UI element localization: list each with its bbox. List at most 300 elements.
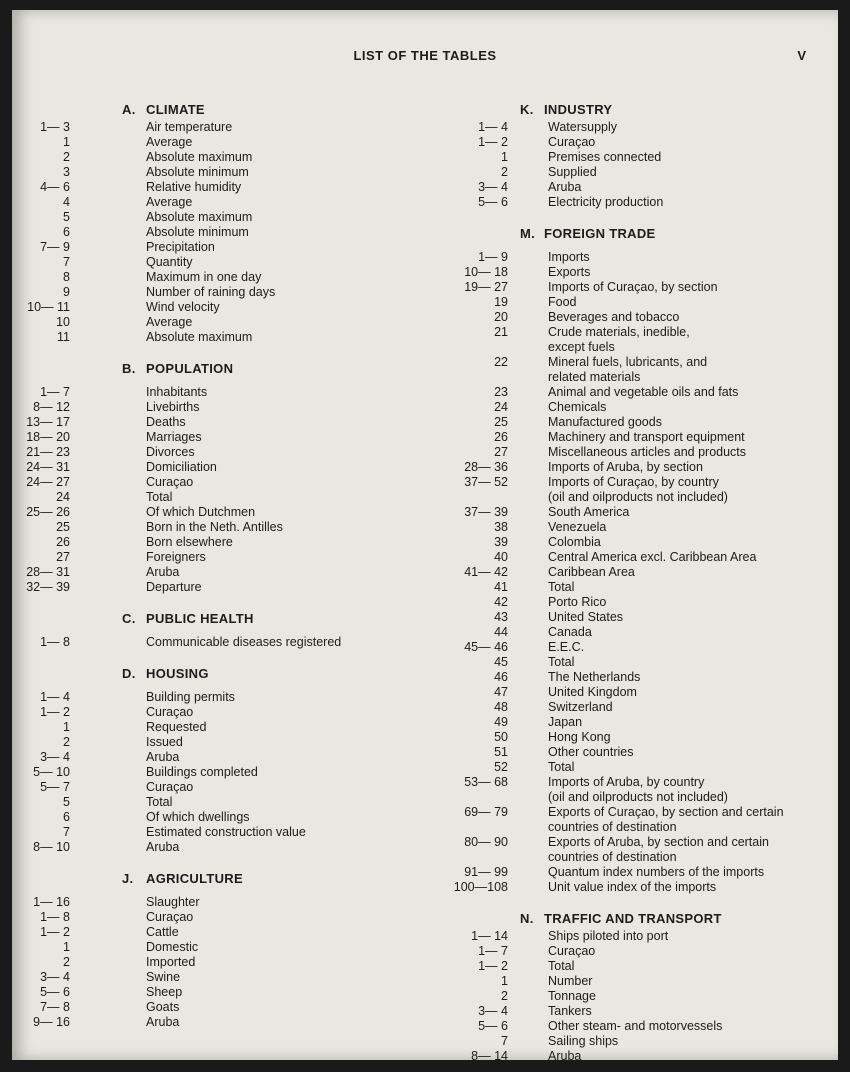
table-label: Absolute minimum <box>146 225 249 239</box>
table-number: 25— 26 <box>26 505 70 519</box>
table-number: 1— 9 <box>478 250 508 264</box>
table-number: 28— 36 <box>464 460 508 474</box>
section-heading <box>22 100 422 120</box>
table-list-item <box>422 565 838 580</box>
table-list-item <box>422 370 838 385</box>
table-label: Aruba <box>548 1049 582 1063</box>
table-number: 1— 8 <box>40 910 70 924</box>
table-number: 38 <box>494 520 508 534</box>
table-list-item <box>422 760 838 775</box>
table-label: (oil and oilproducts not included) <box>548 790 728 804</box>
table-label: Of which Dutchmen <box>146 505 256 519</box>
section-letter: B. <box>122 361 136 376</box>
table-number: 20 <box>494 310 508 324</box>
table-label: Total <box>146 795 173 809</box>
table-label: Slaughter <box>146 895 200 909</box>
table-number: 37— 39 <box>464 505 508 519</box>
table-list-item <box>22 490 422 505</box>
table-number: 39 <box>494 535 508 549</box>
table-number: 26 <box>494 430 508 444</box>
table-number: 1— 3 <box>40 120 70 134</box>
section-heading <box>422 224 838 244</box>
table-label: Estimated construction value <box>146 825 306 839</box>
table-number: 1 <box>63 135 70 149</box>
table-label: Curaçao <box>146 780 194 794</box>
section-foreign-trade <box>422 224 838 903</box>
section-title: HOUSING <box>146 666 209 681</box>
table-number: 2 <box>63 955 70 969</box>
table-list-item <box>22 135 422 150</box>
table-number: 48 <box>494 700 508 714</box>
table-label: Miscellaneous articles and products <box>548 445 747 459</box>
table-number: 3— 4 <box>478 1004 508 1018</box>
table-label: Deaths <box>146 415 186 429</box>
table-label: Hong Kong <box>548 730 611 744</box>
table-number: 40 <box>494 550 508 564</box>
table-list-item <box>422 1034 838 1049</box>
table-label: Canada <box>548 625 592 639</box>
table-list-item <box>422 415 838 430</box>
table-label: South America <box>548 505 630 519</box>
table-label: Other countries <box>548 745 634 759</box>
table-label: Imports of Curaçao, by country <box>548 475 719 489</box>
table-list-item <box>22 635 422 650</box>
section-heading <box>22 609 422 629</box>
table-list-item <box>22 225 422 240</box>
table-list-item <box>422 610 838 625</box>
table-number: 5— 6 <box>478 1019 508 1033</box>
table-number: 9 <box>63 285 70 299</box>
table-list-item <box>422 715 838 730</box>
table-label: Requested <box>146 720 207 734</box>
table-list-item <box>22 970 422 985</box>
table-list-item <box>422 850 838 865</box>
table-list-item <box>422 400 838 415</box>
table-number: 3— 4 <box>478 180 508 194</box>
section-title: CLIMATE <box>146 102 205 117</box>
table-list-item <box>22 315 422 330</box>
table-label: Swine <box>146 970 181 984</box>
table-list-item <box>22 300 422 315</box>
table-number: 21— 23 <box>26 445 70 459</box>
table-number: 51 <box>494 745 508 759</box>
table-label: Beverages and tobacco <box>548 310 680 324</box>
section-letter: K. <box>520 102 534 117</box>
table-label: United Kingdom <box>548 685 637 699</box>
section-climate <box>22 100 422 353</box>
table-list-item <box>22 690 422 705</box>
table-list-item <box>422 430 838 445</box>
table-number: 41— 42 <box>464 565 508 579</box>
section-agriculture <box>22 869 422 1038</box>
table-number: 25 <box>494 415 508 429</box>
table-list-item <box>422 805 838 820</box>
table-number: 7— 9 <box>40 240 70 254</box>
table-list-item <box>422 959 838 974</box>
section-letter: M. <box>520 226 536 241</box>
table-label: Tonnage <box>548 989 596 1003</box>
table-label: Absolute maximum <box>146 330 253 344</box>
table-number <box>422 790 508 805</box>
table-number: 1— 4 <box>40 690 70 704</box>
table-number: 10 <box>56 315 70 329</box>
table-list-item <box>22 210 422 225</box>
table-number: 52 <box>494 760 508 774</box>
table-list-item <box>422 550 838 565</box>
table-label: Switzerland <box>548 700 613 714</box>
table-label: Exports of Curaçao, by section and certain <box>548 805 784 819</box>
table-number: 5— 6 <box>478 195 508 209</box>
table-number: 37— 52 <box>464 475 508 489</box>
table-number: 7 <box>63 825 70 839</box>
table-number: 100—108 <box>453 880 508 894</box>
table-list-item <box>422 355 838 370</box>
section-traffic-and-transport <box>422 909 838 1072</box>
table-label: Chemicals <box>548 400 607 414</box>
section-population <box>22 359 422 603</box>
table-list-item <box>22 750 422 765</box>
table-number: 1— 7 <box>40 385 70 399</box>
table-number: 8 <box>63 270 70 284</box>
table-number: 10— 11 <box>27 300 70 314</box>
table-number: 45— 46 <box>464 640 508 654</box>
table-number: 3— 4 <box>40 970 70 984</box>
table-label: Curaçao <box>548 944 596 958</box>
table-label: Curaçao <box>548 135 596 149</box>
table-number: 10— 18 <box>464 265 508 279</box>
table-list-item <box>22 165 422 180</box>
section-heading <box>22 664 422 684</box>
table-number: 11 <box>57 330 70 344</box>
table-number: 1— 7 <box>478 944 508 958</box>
table-label: Imports of Curaçao, by section <box>548 280 718 294</box>
table-label: Wind velocity <box>146 300 220 314</box>
table-label: Machinery and transport equipment <box>548 430 745 444</box>
table-list-item <box>422 340 838 355</box>
table-label: Mineral fuels, lubricants, and <box>548 355 708 369</box>
table-label: Tankers <box>548 1004 592 1018</box>
table-number: 42 <box>494 595 508 609</box>
table-list-item <box>422 490 838 505</box>
table-list-item <box>422 195 838 210</box>
table-label: E.E.C. <box>548 640 585 654</box>
table-label: Aruba <box>146 840 180 854</box>
table-label: Unit value index of the imports <box>548 880 717 894</box>
table-label: Other steam- and motorvessels <box>548 1019 723 1033</box>
table-number: 3 <box>63 165 70 179</box>
section-letter: C. <box>122 611 136 626</box>
table-number: 23 <box>494 385 508 399</box>
table-list-item <box>22 705 422 720</box>
table-list-item <box>22 910 422 925</box>
table-number: 6 <box>63 810 70 824</box>
table-list-item <box>22 475 422 490</box>
table-list-item <box>422 685 838 700</box>
table-label: Animal and vegetable oils and fats <box>548 385 739 399</box>
table-list-item <box>422 295 838 310</box>
table-list-item <box>422 135 838 150</box>
table-number: 24 <box>56 490 70 504</box>
table-label: Total <box>548 959 575 973</box>
table-number: 2 <box>63 150 70 164</box>
table-number: 69— 79 <box>464 805 508 819</box>
table-number: 47 <box>494 685 508 699</box>
table-number: 1 <box>63 940 70 954</box>
table-number: 5 <box>63 795 70 809</box>
table-list-item <box>22 780 422 795</box>
table-label: Imports of Aruba, by country <box>548 775 705 789</box>
table-list-item <box>422 165 838 180</box>
table-number <box>422 370 508 385</box>
table-label: Foreigners <box>146 550 206 564</box>
table-label: Food <box>548 295 577 309</box>
table-list-item <box>22 150 422 165</box>
table-list-item <box>422 250 838 265</box>
table-list-item <box>22 120 422 135</box>
table-label: United States <box>548 610 624 624</box>
table-label: Number of raining days <box>146 285 276 299</box>
section-industry <box>422 100 838 218</box>
table-number: 1— 2 <box>478 135 508 149</box>
table-number: 1— 2 <box>40 925 70 939</box>
table-list-item <box>22 430 422 445</box>
section-letter: D. <box>122 666 136 681</box>
table-number: 46 <box>494 670 508 684</box>
section-letter: N. <box>520 911 534 926</box>
section-title: AGRICULTURE <box>146 871 243 886</box>
table-list-item <box>22 895 422 910</box>
table-label: Imports <box>548 250 590 264</box>
table-label: Precipitation <box>146 240 215 254</box>
table-label: Colombia <box>548 535 601 549</box>
table-number: 2 <box>501 165 508 179</box>
table-label: Venezuela <box>548 520 607 534</box>
table-number: 13— 17 <box>26 415 70 429</box>
table-list-item <box>422 1019 838 1034</box>
table-label: except fuels <box>548 340 615 354</box>
table-label: Livebirths <box>146 400 200 414</box>
table-list-item <box>422 929 838 944</box>
table-list-item <box>22 400 422 415</box>
table-label: Sailing ships <box>548 1034 619 1048</box>
table-label: Buildings completed <box>146 765 258 779</box>
table-list-item <box>422 445 838 460</box>
table-label: Quantity <box>146 255 193 269</box>
table-list-item <box>422 1049 838 1064</box>
table-label: Absolute minimum <box>146 165 249 179</box>
table-label: The Netherlands <box>548 670 641 684</box>
table-label: Exports of Aruba, by section and certain <box>548 835 769 849</box>
table-number: 25 <box>56 520 70 534</box>
table-number: 3— 4 <box>40 750 70 764</box>
table-number <box>422 850 508 865</box>
left-column <box>22 94 422 1038</box>
table-list-item <box>422 730 838 745</box>
table-list-item <box>22 445 422 460</box>
table-list-item <box>422 944 838 959</box>
table-label: Departure <box>146 580 202 594</box>
table-label: Number <box>548 974 593 988</box>
table-label: Curaçao <box>146 475 194 489</box>
table-list-item <box>422 790 838 805</box>
table-list-item <box>422 700 838 715</box>
table-label: Cattle <box>146 925 179 939</box>
table-label: Aruba <box>146 565 180 579</box>
table-number: 1 <box>501 150 508 164</box>
table-label: Curaçao <box>146 910 194 924</box>
section-title: TRAFFIC AND TRANSPORT <box>544 911 722 926</box>
table-number: 1— 8 <box>40 635 70 649</box>
table-list-item <box>22 735 422 750</box>
table-number <box>422 340 508 355</box>
table-number: 91— 99 <box>464 865 508 879</box>
table-list-item <box>422 640 838 655</box>
table-number: 1— 14 <box>471 929 508 943</box>
table-label: Total <box>146 490 173 504</box>
table-list-item <box>22 720 422 735</box>
section-letter: J. <box>122 871 134 886</box>
table-label: Domestic <box>146 940 199 954</box>
table-list-item <box>422 655 838 670</box>
table-label: Central America excl. Caribbean Area <box>548 550 757 564</box>
table-number: 1 <box>63 720 70 734</box>
table-label: Caribbean Area <box>548 565 635 579</box>
table-label: Imports of Aruba, by section <box>548 460 703 474</box>
table-label: Aruba <box>146 1015 180 1029</box>
table-number: 41 <box>494 580 508 594</box>
table-label: (oil and oilproducts not included) <box>548 490 728 504</box>
table-list-item <box>422 1004 838 1019</box>
right-column <box>422 94 838 1072</box>
table-label: Electricity production <box>548 195 664 209</box>
table-list-item <box>22 985 422 1000</box>
table-number: 1— 2 <box>478 959 508 973</box>
table-number: 2 <box>501 989 508 1003</box>
table-list-item <box>422 385 838 400</box>
table-label: Inhabitants <box>146 385 208 399</box>
table-label: Imported <box>146 955 196 969</box>
table-list-item <box>22 1000 422 1015</box>
table-label: Born in the Neth. Antilles <box>146 520 283 534</box>
section-title: PUBLIC HEALTH <box>146 611 254 626</box>
table-number: 7 <box>501 1034 508 1048</box>
table-list-item <box>422 120 838 135</box>
table-list-item <box>422 535 838 550</box>
table-number: 6 <box>63 225 70 239</box>
table-number: 18— 20 <box>26 430 70 444</box>
table-number: 44 <box>494 625 508 639</box>
table-number: 9— 16 <box>33 1015 70 1029</box>
table-list-item <box>422 835 838 850</box>
table-number: 80— 90 <box>464 835 508 849</box>
table-number: 5— 7 <box>40 780 70 794</box>
table-label: related materials <box>548 370 641 384</box>
table-list-item <box>22 180 422 195</box>
table-label: Domiciliation <box>146 460 217 474</box>
table-label: Maximum in one day <box>146 270 262 284</box>
table-label: Goats <box>146 1000 180 1014</box>
table-label: Aruba <box>548 180 582 194</box>
table-list-item <box>22 580 422 595</box>
table-number: 4 <box>63 195 70 209</box>
table-list-item <box>422 745 838 760</box>
table-number: 32— 39 <box>26 580 70 594</box>
table-list-item <box>22 270 422 285</box>
table-list-item <box>22 765 422 780</box>
table-number: 7 <box>63 255 70 269</box>
table-list-item <box>22 505 422 520</box>
table-number: 1 <box>501 974 508 988</box>
page-number: V <box>797 48 806 63</box>
table-number: 5— 10 <box>33 765 70 779</box>
table-list-item <box>422 460 838 475</box>
table-number: 22 <box>494 355 508 369</box>
table-number: 53— 68 <box>464 775 508 789</box>
table-number: 19 <box>494 295 508 309</box>
table-label: Crude materials, inedible, <box>548 325 690 339</box>
table-number: 2 <box>63 735 70 749</box>
table-number: 28— 31 <box>26 565 70 579</box>
table-label: Divorces <box>146 445 195 459</box>
table-label: Sheep <box>146 985 183 999</box>
table-list-item <box>422 265 838 280</box>
table-label: Aruba <box>146 750 180 764</box>
table-number: 8— 10 <box>33 840 70 854</box>
table-label: Issued <box>146 735 183 749</box>
table-number: 49 <box>494 715 508 729</box>
table-number: 5 <box>63 210 70 224</box>
section-heading <box>422 100 838 120</box>
table-label: Total <box>548 760 575 774</box>
section-title: INDUSTRY <box>544 102 613 117</box>
table-label: Premises connected <box>548 150 662 164</box>
table-label: Total <box>548 580 575 594</box>
table-number <box>422 490 508 505</box>
table-list-item <box>22 550 422 565</box>
table-list-item <box>422 475 838 490</box>
table-list-item <box>422 580 838 595</box>
table-label: countries of destination <box>548 850 677 864</box>
table-label: Japan <box>548 715 583 729</box>
section-public-health <box>22 609 422 658</box>
table-list-item <box>22 195 422 210</box>
table-list-item <box>422 625 838 640</box>
table-label: Relative humidity <box>146 180 242 194</box>
table-label: Average <box>146 195 193 209</box>
section-heading <box>422 909 838 929</box>
table-list-item <box>422 775 838 790</box>
table-list-item <box>422 280 838 295</box>
table-number: 50 <box>494 730 508 744</box>
table-number: 21 <box>494 325 508 339</box>
table-list-item <box>22 240 422 255</box>
table-label: Absolute maximum <box>146 210 253 224</box>
table-list-item <box>422 989 838 1004</box>
table-list-item <box>22 940 422 955</box>
table-label: Curaçao <box>146 705 194 719</box>
table-list-item <box>422 974 838 989</box>
table-number: 24 <box>494 400 508 414</box>
page-title: LIST OF THE TABLES <box>353 48 497 63</box>
section-heading <box>22 869 422 889</box>
table-number: 1— 16 <box>33 895 70 909</box>
table-number: 5— 6 <box>40 985 70 999</box>
table-number: 26 <box>56 535 70 549</box>
table-list-item <box>422 865 838 880</box>
table-list-item <box>422 880 838 895</box>
table-number: 24— 27 <box>26 475 70 489</box>
table-label: Total <box>548 655 575 669</box>
